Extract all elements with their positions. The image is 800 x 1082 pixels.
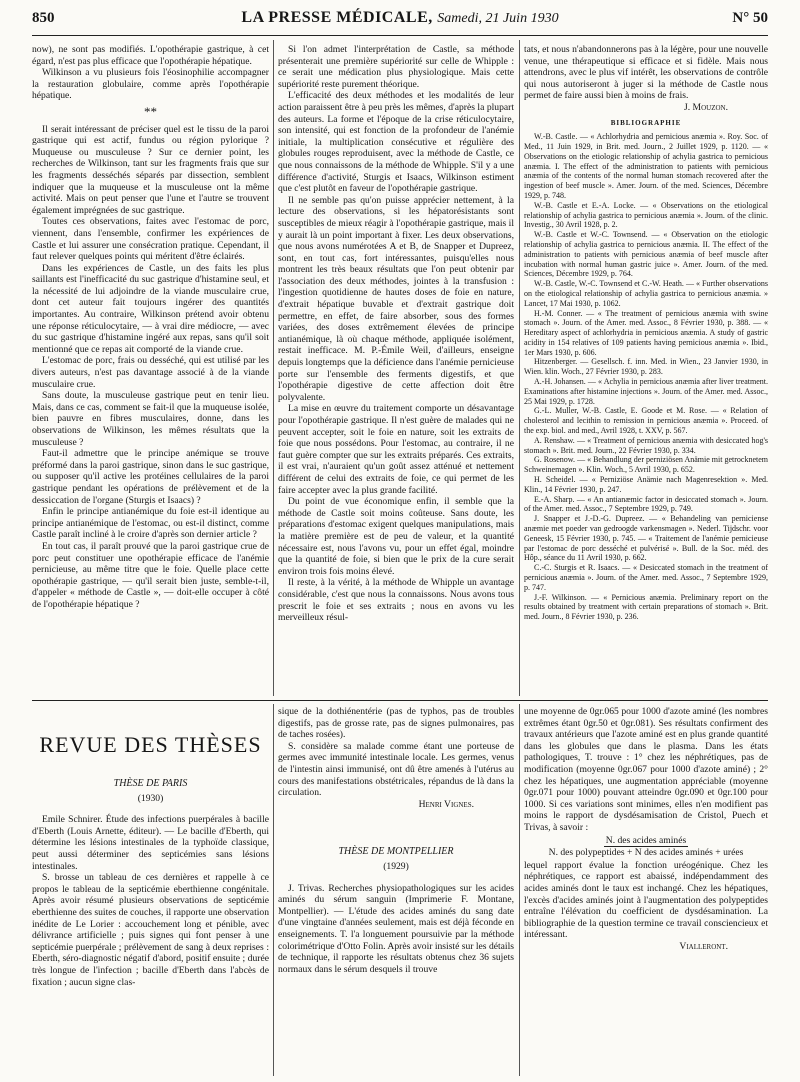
issue-date: Samedi, 21 Juin 1930 <box>437 11 559 26</box>
issue-number: N° 50 <box>732 10 768 26</box>
theses-column-1 <box>32 706 269 1076</box>
column-divider <box>519 704 520 1076</box>
paragraph: lequel rapport évalue la fonction uréogénique. Chez les néphrétiques, ce rapport est abaissé, indépendamment des acides aminés dont le taux est inchangé. Chez les hépatiques, l'excès d'acides aminés joint à l'augmentation des polypeptides entraîne l'élévation du coefficient de dysdésamination. La bibliographie de la question termine ce travail consciencieux et intéressant. <box>524 859 768 941</box>
subsection-heading: THÈSE DE PARIS <box>113 778 188 789</box>
author-signature: J. Mouzon. <box>684 101 728 113</box>
header-rule <box>32 35 768 36</box>
section-stars: ** <box>144 103 157 119</box>
theses-column-2 <box>278 706 514 1076</box>
paragraph: Enfin le principe antianémique du foie est-il identique au principe antianémique de l'estomac, ou est-il distinct, comme Castle paraît incliné à le croire d'après son dernier article ? <box>32 506 269 541</box>
formula-numerator: N. des acides aminés <box>605 834 687 846</box>
paragraph: Du point de vue économique enfin, il semble que la méthode de Castle soit moins coûteuse. Sans doute, les préparations d'estomac exigent quelques manipulations, mais la matière première est de peu de valeur, et la quantité nécessaire est, nous l'avons vu, pour un effet égal, moindre que la quantité de foie, si bien que le prix de la cure serait environ trois fois moins élevé. <box>278 496 514 577</box>
paragraph: Si l'on admet l'interprétation de Castle, sa méthode présenterait une première supériorité sur celle de Whipple : ce serait une médication plus physiologique. Mais cette supériorité reste purement théorique. <box>278 44 514 90</box>
paragraph: Wilkinson a vu plusieurs fois l'éosinophilie accompagner la restauration globulaire, comme après l'opothérapie hépatique. <box>32 67 269 102</box>
bibliography-entry: A.-H. Johansen. — « Achylia in pernicious anæmia after liver treatment. Examinations after histamine injections ». Journ. of the Amer. med. Assoc., 25 Mai 1929, p. 1728. <box>524 377 768 406</box>
article-column-3 <box>524 44 768 696</box>
article-column-1 <box>32 44 269 696</box>
paragraph: une moyenne de 0gr.065 pour 1000 d'azote aminé (les nombres extrêmes étant 0gr.50 et 0gr.081). Ses résultats confirment des travaux antérieurs que l'azote aminé est en plus grande quantité dans les globules que dans le plasma. Dans les états pathologiques, T. trouve : 1° chez les néphrétiques, pas de modification (moyenne 0gr.067 pour 1000 d'azote aminé) ; 2° chez les hépatiques, une augmentation appréciable (moyenne 0gr.071 pour 1000) pouvant atteindre 0gr.090 et 0gr.100 pour 1000. Si ces variations sont minimes, elles n'en modifient pas moins le rapport de dysdésamisation de Cristol, Puech et Trivas, à savoir : <box>524 706 768 833</box>
section-heading: REVUE DES THÈSES <box>39 732 262 757</box>
bibliography-entry: W.-B. Castle. — « Achlorhydria and pernicious anæmia ». Roy. Soc. of Med., 11 Juin 1929, in Brit. med. Journ., 2 Juillet 1929, p. 1120. — « Observations on the etiologic relationship of achylia gastrica to pernicious anæmia. I. The effect of the administration to patients with pernicious anæmia of the contents of the normal human stomach recovered after the ingestion of beef muscle ». Amer. Journ. of the med. Sciences, Décembre 1929, p. 748. <box>524 132 768 200</box>
subsection-year: (1930) <box>137 792 164 804</box>
paragraph: Il reste, à la vérité, à la méthode de Whipple un avantage considérable, c'est que nous la connaissons. Nous avons tous prescrit le foie et ses extraits ; nous en avons vu les merveilleux résul- <box>278 577 514 624</box>
bibliography-entry: A. Renshaw. — « Treatment of pernicious anæmia with desiccated hog's stomach ». Brit. med. Journ., 22 Février 1930, p. 334. <box>524 435 768 455</box>
paragraph: J. Trivas. Recherches physiopathologiques sur les acides aminés du sérum sanguin (Imprimerie F. Montane, Montpellier). — L'étude des acides aminés du sang date d'une vingtaine d'années seulement, mais est déjà féconde en enseignements. T. l'a longuement poursuivie par la méthode colorimétrique d'Otto Folin. Après avoir insisté sur les détails de technique, il rapporte les résultats obtenus chez 36 sujets normaux dans le sérum desquels il trouve <box>278 882 514 975</box>
bibliography-entry: J. Snapper et J.-D.-G. Dupreez. — « Behandeling van perniciense anæmie met poeder van gedroogde varkensmagen ». Nederl. Tijdschr. voor Geneesk, 15 Février 1930, p. 745. — « Traitement de l'anémie pernicieuse par l'estomac de porc desséché et pulvérisé ». Bull. de la Soc. méd. des Hôp., séance du 11 Avril 1930, p. 662. <box>524 514 768 563</box>
paragraph: L'efficacité des deux méthodes et les modalités de leur action paraissent être à peu près les mêmes, d'après la plupart des auteurs. La forme et l'époque de la crise réticulocytaire, son intensité, qui est fonction de la profondeur de l'anémie initiale, la multiplication consécutive et régulière des globules rouges reproduisent, avec la méthode de Castle, ce que nous connaissons de la méthode de Whipple. S'il y a une différence d'activité, Sturgis et Isaacs, Wilkinson estiment que c'est plutôt en faveur de l'opothérapie gastrique. <box>278 90 514 195</box>
article-column-2 <box>278 44 514 696</box>
column-divider <box>273 40 274 696</box>
bibliography-entry: G.-L. Muller, W.-B. Castle, E. Goode et M. Rose. — « Relation of cholesterol and lecithin to remission in pernicious anæmia ». Proceed. of the exp. biol. and med., Avril 1928, t. XXV, p. 567. <box>524 406 768 436</box>
formula-denominator: N. des polypeptides + N des acides aminés <box>548 847 713 859</box>
bibliography-entry: J.-F. Wilkinson. — « Pernicious anæmia. Preliminary report on the results obtained by treatment with certain preparations of stomach ». Brit. med. Journ., 8 Février 1930, p. 236. <box>524 592 768 622</box>
bibliography-entry: G. Rosenow. — « Behandlung der perniziösen Anämie mit getrocknetem Schweinemagen ». Klin. Woch., 5 Avril 1930, p. 652. <box>524 455 768 475</box>
bibliography-entry: W.-B. Castle et W.-C. Townsend. — « Observation on the etiologic relationship of achylia gastrica to pernicious anæmia. II. The effect of the administration to patients with pernicious anæmia of beef muscle after incubation with normal human gastric juice ». Amer. Journ. of the med. Sciences, Décembre 1929, p. 764. <box>524 230 768 279</box>
paragraph: S. considère sa malade comme étant une porteuse de germes avec immunité intestinale locale. Les germes, venus de l'intestin ainsi immunisé, ont dû être amenés à l'utérus au cours des manifestations obstétricales, répandus de là dans la circulation. <box>278 740 514 799</box>
subsection-year: (1929) <box>383 860 409 872</box>
bibliography-entry: C.-C. Sturgis et R. Isaacs. — « Desiccated stomach in the treatment of pernicious anæmia ». Journ. of the Amer. med. Assoc., 7 Septembre 1929, p. 747. <box>524 563 768 592</box>
paragraph: now), ne sont pas modifiés. L'opothérapie gastrique, à cet égard, n'est pas plus efficace que l'opothérapie hépatique. <box>32 44 269 67</box>
paragraph: Il serait intéressant de préciser quel est le tissu de la paroi gastrique qui est actif, fundus ou région pylorique ? Muqueuse ou musculeuse ? Sur ce dernier point, les recherches de Wilkinson, tant sur les fragments frais que sur les fragments desséchés séparés par dissection, semblent indiquer que la muqueuse et la musculeuse ont la même activité. Mais on peut penser que l'une et l'autre se trouvent également imprégnées de suc gastrique. <box>32 123 269 216</box>
paragraph: S. brosse un tableau de ces dernières et rappelle à ce propos le tableau de la septicémie eberthienne congénitale. Après avoir résumé plusieurs observations de septicémie eberthienne des suites de couches, il rapporte une observation inédite de Le Lorier : accouchement long et pénible, avec délivrance artificielle ; puis signes qui font penser à une septicémie puerpérale ; prélèvement de sang à deux reprises : Eberth, séro-diagnostic négatif d'abord, positif ensuite ; durée très longue de l'infection ; bacille d'Eberth dans l'abcès de fixation ; aucun signe clas- <box>32 872 269 988</box>
paragraph: Sans doute, la musculeuse gastrique peut en tenir lieu. Mais, dans ce cas, comment se fait-il que la muqueuse isolée, bien pauvre en fibres musculaires, donne, dans les observations de Wilkinson, les mêmes résultats que la musculeuse ? <box>32 390 269 448</box>
paragraph: Toutes ces observations, faites avec l'estomac de porc, viennent, dans l'ensemble, confirmer les expériences de Castle et lui assurer une consécration pratique. Cependant, il faut relever quelques points qui méritent d'être éclairés. <box>32 216 269 263</box>
paragraph: La mise en œuvre du traitement comporte un désavantage pour l'opothérapie gastrique. Il n'est guère de malades qui ne peuvent accepter, soit le foie en nature, soit les extraits de foie que nous possédons. Pour l'estomac, au contraire, il ne faut guère compter que sur les extraits préparés. Ces extraits, il est vrai, n'auraient qu'un goût assez atténué et nettement différent de celui des extraits de foie, ce qui permet de les faire accepter avec la plus grande facilité. <box>278 403 514 496</box>
bibliography-heading: BIBLIOGRAPHIE <box>610 118 682 127</box>
column-divider <box>273 704 274 1076</box>
formula <box>524 835 768 859</box>
running-header <box>32 6 768 32</box>
bibliography-entry: E.-A. Sharp. — « An antianæmic factor in desiccated stomach ». Journ. of the Amer. med. Assoc., 7 Septembre 1929, p. 749. <box>524 494 768 514</box>
section-rule <box>32 700 768 701</box>
bibliography-entry: W.-B. Castle et E.-A. Locke. — « Observations on the etiological relationship of achylia gastrica to pernicious anæmia ». Journ. of the clinic. Investig., 30 Avril 1928, p. 2. <box>524 200 768 230</box>
paragraph: Il ne semble pas qu'on puisse apprécier nettement, à la lecture des observations, si les hépatorésistants sont susceptibles de mieux réagir à l'opothérapie gastrique, mais il y aurait là un point important à fixer. Les deux observations, que nous avons numérotées A et B, de Snapper et Dupreez, sont, en tout cas, fort intéressantes, puisqu'elles nous montrent les très beaux résultats que l'on peut obtenir par l'association des deux méthodes, jointes à la transfusion : l'ingestion quotidienne de hautes doses de foie en nature, d'extrait hépatique buvable et d'extrait gastrique doit permettre, en effet, de faire absorber, sous des formes variées, des doses extrêmement élevées de principe antianémique, là où chaque méthode, appliquée isolément, restait inefficace. M. P.-Émile Weil, d'ailleurs, enseigne depuis longtemps que la déficience dans l'anémie pernicieuse porte sur l'ensemble des ferments digestifs, et que l'opothérapie digestive de cette affection doit être polyvalente. <box>278 194 514 403</box>
author-signature: Vialleront. <box>679 940 728 952</box>
journal-name: LA PRESSE MÉDICALE, <box>241 9 433 26</box>
paragraph: sique de la dothiénentérie (pas de typhos, pas de troubles digestifs, pas de grosse rate, pas de signes pulmonaires, pas de taches rosées). <box>278 706 514 741</box>
formula-suffix: + urées <box>715 847 744 859</box>
bibliography-entry: H. Scheidel. — « Perniziöse Anämie nach Magenresektion ». Med. Klin., 14 Février 1930, p. 247. <box>524 475 768 494</box>
journal-title <box>32 9 768 27</box>
column-divider <box>519 40 520 696</box>
paragraph: Emile Schnirer. Étude des infections puerpérales à bacille d'Eberth (Louis Arnette, éditeur). — Le bacille d'Eberth, qui détermine les lésions intestinales de la typhoïde classique, peut aussi déterminer des septicémies sans lésions intestinales. <box>32 814 269 872</box>
paragraph: En tout cas, il paraît prouvé que la paroi gastrique crue de porc peut constituer une opothérapie efficace de l'anémie pernicieuse, au même titre que le foie. Quelle place cette opothérapie gastrique, — qu'il serait bien juste, semble-t-il, d'appeler « méthode de Castle », — doit-elle occuper à côté de l'opothérapie hépatique ? <box>32 540 269 610</box>
bibliography-entry: H.-M. Conner. — « The treatment of pernicious anæmia with swine stomach ». Journ. of the Amer. med. Assoc., 8 Février 1930, p. 388. — « Hereditary aspect of achlorhydria in pernicious anæmia. A study of gastric acidity in 154 relatives of 109 patients having pernicious anæmia ». Ibid., 1er Mars 1930, p. 606. <box>524 308 768 357</box>
bibliography-entry: W.-B. Castle, W.-C. Townsend et C.-W. Heath. — « Further observations on the etiological relationship of achylia gastrica to pernicious anæmia. » Lancet, 17 Mai 1930, p. 1062. <box>524 279 768 308</box>
bibliography-entry: Hitzenberger. — Gesellsch. f. inn. Med. in Wien., 23 Janvier 1930, in Wien. klin. Woch., 27 Février 1930, p. 283. <box>524 357 768 377</box>
paragraph: Faut-il admettre que le principe anémique se trouve préformé dans la paroi gastrique, sinon dans le suc gastrique, ou supposer qu'il active les protéines cellulaires de la paroi gastrique pendant les opérations de prélèvement et de la dessiccation de l'organe (Sturgis et Isaacs) ? <box>32 448 269 506</box>
subsection-heading: THÈSE DE MONTPELLIER <box>338 846 454 858</box>
page-number: 850 <box>32 10 55 26</box>
paragraph: tats, et nous n'abandonnerons pas à la légère, pour une nouvelle venue, une thérapeutique si efficace et si fidèle. Mais nous attendrons, avec le plus vif intérêt, les observations de contrôle qui nous autoriseront à juger si la méthode de Castle nous permet de faire aussi bien à moins de frais. <box>524 44 768 102</box>
paragraph: Dans les expériences de Castle, un des faits les plus saillants est l'inefficacité du suc gastrique d'histamine seul, et la nécessité de lui adjoindre de la viande musculaire crue, dont cet auteur fait toujours ingérer des quantités importantes. Au contraire, Wilkinson prétend avoir obtenu une réponse réticulocytaire, — à vrai dire médiocre, — avec du suc gastrique d'histamine ingéré aux repas, sans qu'il soit mentionné que ce repas ait comporté de la viande crue. <box>32 262 269 355</box>
author-signature: Henri Vignes. <box>418 798 474 810</box>
theses-column-3 <box>524 706 768 1076</box>
paragraph: L'estomac de porc, frais ou desséché, qui est utilisé par les divers auteurs, n'est pas davantage associé à de la viande musculaire crue. <box>32 355 269 390</box>
